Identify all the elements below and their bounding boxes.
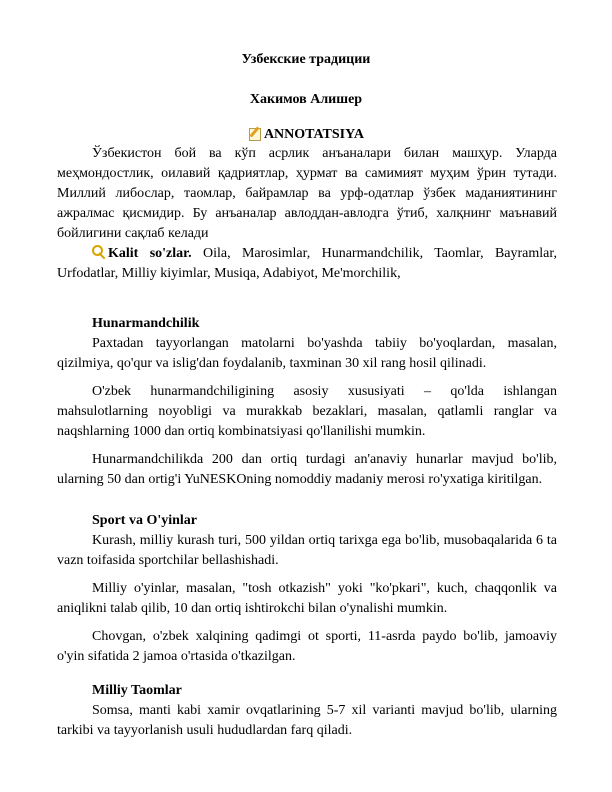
sport-p2-line-2: aniqlikni talab qilib, 10 dan ortiq ishtirokchi bilan o'ynalishi mumkin. <box>57 601 448 616</box>
sport-p3-line-1: Chovgan, o'zbek xalqining qadimgi ot sporti, 11-asrda paydo bo'lib, jamoaviy <box>92 629 557 644</box>
sport-p3-line-2: o'yin sifatida 2 jamoa o'rtasida o'tkazilgan. <box>57 649 296 664</box>
author-name: Хакимов Алишер <box>249 92 363 107</box>
crafts-p2-line-2: mahsulotlarning noyobligi va murakkab bezaklari, masalan, qatlamli ranglar va <box>57 404 557 419</box>
annotation-line-1: Ўзбекистон бой ва кўп асрлик анъаналари билан машҳур. Уларда <box>92 146 557 161</box>
crafts-p3-line-1: Hunarmandchilikda 200 dan ortiq turdagi an'anaviy hunarlar mavjud bo'lib, <box>92 452 557 467</box>
food-p1-line-2: tarkibi va tayyorlanish usuli hududlardan farq qiladi. <box>57 723 353 738</box>
crafts-p3-line-2: ularning 50 dan ortig'i YuNESKOning nomoddiy madaniy merosi ro'yxatiga kiritilgan. <box>57 472 543 487</box>
annotation-heading-text: ANNOTATSIYA <box>263 127 365 142</box>
sport-p2-line-1: Milliy o'yinlar, masalan, "tosh otkazish" yoki "ko'pkari", kuch, chaqqonlik va <box>92 581 557 596</box>
keywords-label: Kalit so'zlar. <box>108 246 192 261</box>
annotation-line-2: меҳмондостлик, оилавий қадриятлар, ҳурмат ва самимият муҳим ўрин тутади. <box>57 166 557 181</box>
crafts-p2-line-3: naqshlarning 1000 dan ortiq kombinatsiyasi qo'llanilishi mumkin. <box>57 424 426 439</box>
keywords-list-part-1: Oila, Marosimlar, Hunarmandchilik, Taomlar, Bayramlar, <box>191 246 557 261</box>
crafts-p1-line-2: qizilmiya, qo'qur va islig'dan foydalanib, taxminan 30 xil rang hosil qilinadi. <box>57 356 487 371</box>
keywords-line-1 <box>92 244 557 264</box>
annotation-line-3: Миллий либослар, таомлар, байрамлар ва урф-одатлар ўзбек маданиятининг <box>57 186 557 201</box>
document-title: Узбекские традиции <box>241 52 371 67</box>
key-icon <box>92 245 106 259</box>
annotation-line-4: ажралмас қисмидир. Бу анъаналар авлоддан-авлодга ўтиб, халқнинг маънавий <box>57 206 557 221</box>
keywords-line-2: Urfodatlar, Milliy kiyimlar, Musiqa, Adabiyot, Me'morchilik, <box>57 266 401 281</box>
memo-pencil-icon <box>248 126 262 140</box>
annotation-line-5: бойлигини сақлаб келади <box>57 226 209 241</box>
section-heading-sport: Sport va O'yinlar <box>92 513 198 528</box>
sport-p1-line-1: Kurash, milliy kurash turi, 500 yildan ortiq tarixga ega bo'lib, musobaqalarida 6 ta <box>92 533 557 548</box>
annotation-heading <box>0 126 612 143</box>
food-p1-line-1: Somsa, manti kabi xamir ovqatlarining 5-7 xil varianti mavjud bo'lib, ularning <box>92 703 557 718</box>
crafts-p2-line-1: O'zbek hunarmandchiligining asosiy xususiyati – qo'lda ishlangan <box>92 384 557 399</box>
section-heading-crafts: Hunarmandchilik <box>92 316 200 331</box>
crafts-p1-line-1: Paxtadan tayyorlangan matolarni bo'yashda tabiiy bo'yoqlardan, masalan, <box>92 336 557 351</box>
sport-p1-line-2: vazn toifasida sportchilar bellashishadi. <box>57 553 279 568</box>
section-heading-food: Milliy Taomlar <box>92 683 182 698</box>
